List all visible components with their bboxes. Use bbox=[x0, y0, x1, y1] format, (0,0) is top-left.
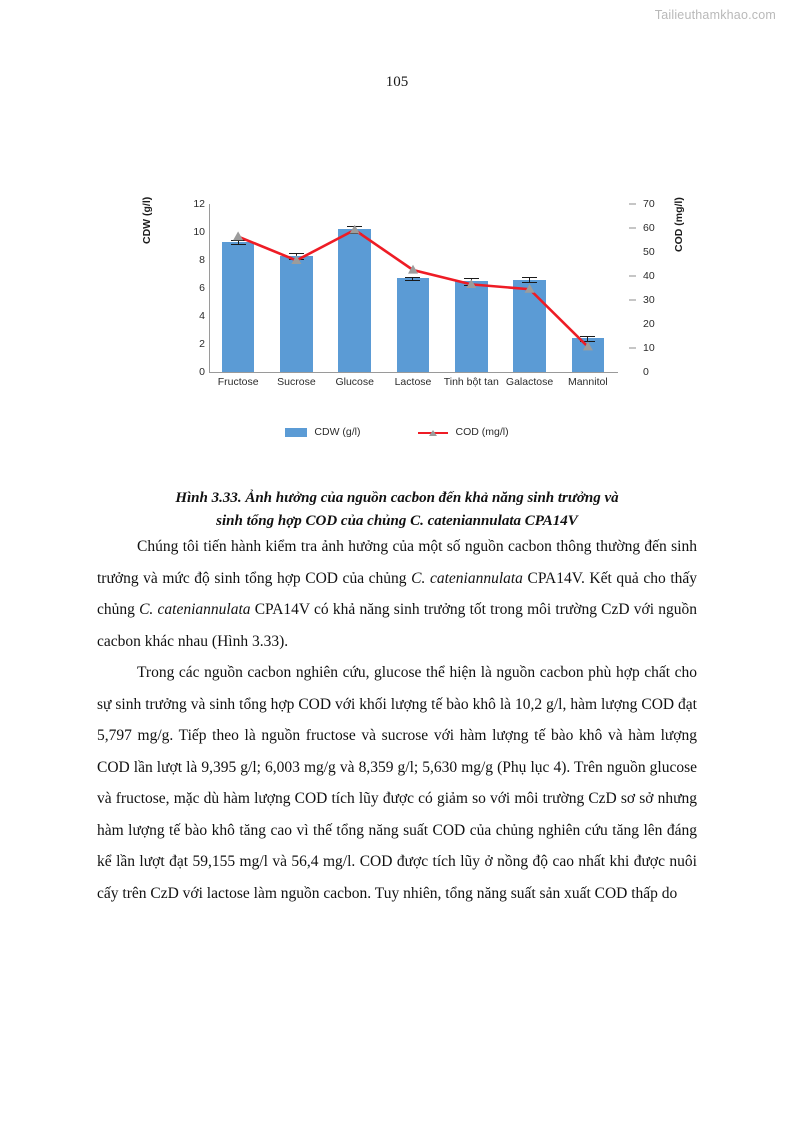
cod-markers bbox=[233, 225, 593, 351]
xlabel-galactose: Galactose bbox=[505, 376, 554, 388]
left-ytick: 10 bbox=[193, 226, 205, 238]
right-tick-dash bbox=[629, 204, 636, 205]
right-ytick: 30 bbox=[643, 294, 655, 306]
legend-item-cod bbox=[418, 426, 508, 438]
species-name: C. cateniannulata bbox=[410, 513, 521, 529]
right-ytick: 60 bbox=[643, 222, 655, 234]
right-axis-title: COD (mg/l) bbox=[673, 197, 685, 252]
legend-label-cod: COD (mg/l) bbox=[455, 426, 509, 438]
xlabel-lactose: Lactose bbox=[394, 376, 432, 388]
right-tick-dash bbox=[629, 348, 636, 349]
legend-item-cdw bbox=[285, 426, 360, 438]
left-ytick: 6 bbox=[199, 282, 205, 294]
figure-caption-line-1: Hình 3.33. Ảnh hưởng của nguồn cacbon đến khả năng sinh trưởng và bbox=[175, 490, 619, 506]
left-ytick: 2 bbox=[199, 338, 205, 350]
chart-area bbox=[97, 186, 697, 438]
x-axis-labels bbox=[209, 376, 617, 389]
body-text bbox=[97, 531, 697, 909]
cod-line-series bbox=[209, 204, 617, 372]
right-ytick: 0 bbox=[643, 366, 649, 378]
right-ytick: 40 bbox=[643, 270, 655, 282]
line-marker-icon bbox=[418, 428, 448, 437]
right-ytick: 50 bbox=[643, 246, 655, 258]
xlabel-fructose: Fructose bbox=[217, 376, 259, 388]
right-ytick: 70 bbox=[643, 198, 655, 210]
left-ytick: 4 bbox=[199, 310, 205, 322]
paragraph-2: Trong các nguồn cacbon nghiên cứu, glucose thể hiện là nguồn cacbon phù hợp chất cho sự sinh trưởng và sinh tổng hợp COD với khối lượng tế bào khô là 10,2 g/l, hàm lượng COD đạt 5,797 mg/g. Tiếp theo là nguồn fructose và sucrose với hàm lượng tế bào khô và hàm lượng COD lần lượt là 9,395 g/l; 6,003 mg/g và 8,359 g/l; 5,630 mg/g (Phụ lục 4). Trên nguồn glucose và fructose, mặc dù hàm lượng COD tích lũy được có giảm so với môi trường CzD sơ sở nhưng hàm lượng tế bào khô tăng cao vì thế tổng năng suất COD của chủng nghiên cứu tăng lên đáng kể lần lượt đạt 59,155 mg/l và 56,4 mg/l. COD được tích lũy ở nồng độ cao nhất khi được nuôi cấy trên CzD với lactose làm nguồn cacbon. Tuy nhiên, tổng năng suất sản xuất COD thấp do bbox=[97, 664, 697, 902]
right-tick-dash bbox=[629, 276, 636, 277]
page-number: 105 bbox=[385, 74, 409, 90]
figure-caption-line-2: sinh tổng hợp COD của chủng C. cateniannulata CPA14V bbox=[216, 513, 578, 529]
xlabel-glucose: Glucose bbox=[335, 376, 374, 388]
left-ytick: 0 bbox=[199, 366, 205, 378]
xlabel-tinh-bot-tan: Tinh bột tan bbox=[443, 376, 499, 388]
right-ytick: 10 bbox=[643, 342, 655, 354]
species-name: C. cateniannulata bbox=[411, 569, 523, 587]
cod-polyline bbox=[238, 230, 588, 347]
right-ytick: 20 bbox=[643, 318, 655, 330]
right-tick-dash bbox=[629, 300, 636, 301]
species-name: C. cateniannulata bbox=[139, 601, 251, 618]
legend-label-cdw: CDW (g/l) bbox=[314, 426, 361, 438]
xlabel-sucrose: Sucrose bbox=[277, 376, 316, 388]
left-axis-title: CDW (g/l) bbox=[141, 196, 153, 244]
paragraph-1: Chúng tôi tiến hành kiểm tra ảnh hưởng của một số nguồn cacbon thông thường đến sinh trưởng và mức độ sinh tổng hợp COD của chủng C. cateniannulata CPA14V. Kết quả cho thấy chủng C. cateniannulata CPA14V có khả năng sinh trưởng tốt trong môi trường CzD với nguồn cacbon khác nhau (Hình 3.33). bbox=[97, 538, 698, 650]
figure-chart bbox=[97, 186, 697, 466]
figure-caption bbox=[97, 487, 697, 533]
left-axis bbox=[171, 198, 205, 378]
bar-swatch-icon bbox=[285, 428, 307, 437]
xlabel-mannitol: Mannitol bbox=[567, 376, 608, 388]
left-ytick: 8 bbox=[199, 254, 205, 266]
left-ytick: 12 bbox=[193, 198, 205, 210]
chart-legend bbox=[97, 426, 697, 438]
plot-region bbox=[209, 204, 617, 372]
watermark-text: Tailieuthamkhao.com bbox=[654, 8, 776, 22]
bottom-axis-line bbox=[209, 372, 618, 373]
right-tick-dash bbox=[629, 228, 636, 229]
